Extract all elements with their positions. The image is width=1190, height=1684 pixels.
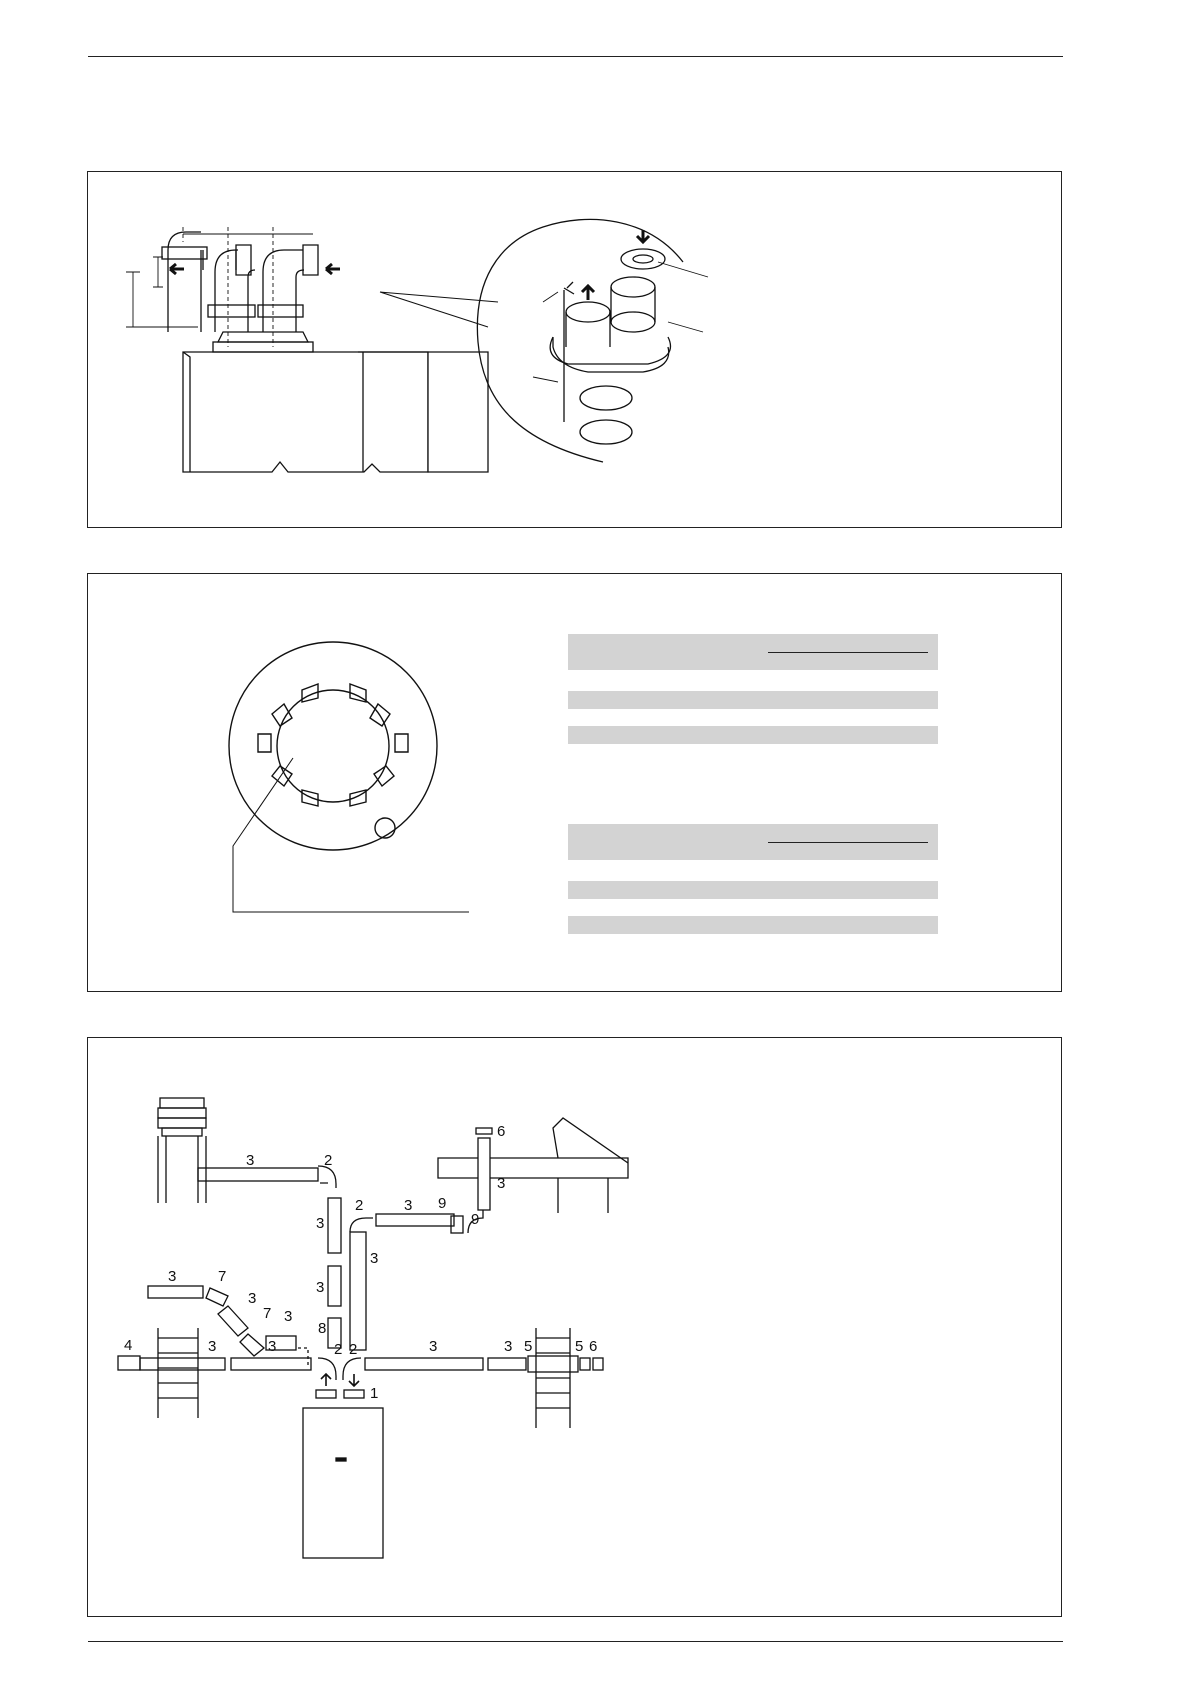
label-chimney-pipe: 3: [246, 1152, 255, 1169]
restrictor-tabs: [258, 684, 408, 806]
label-terminal-left: 4: [124, 1337, 133, 1354]
header-rule: [88, 56, 1063, 57]
footer-rule: [88, 1641, 1063, 1642]
label-terminal-right: 6: [589, 1338, 598, 1355]
pipe-upper-right: [376, 1214, 454, 1226]
label-right-long-pipe: 3: [429, 1338, 438, 1355]
label-offset-bend-1: 7: [218, 1268, 227, 1285]
pipe-vertical-b: [328, 1266, 341, 1306]
label-bottom-bend-left: 2: [334, 1341, 343, 1358]
flue-connection-drawing: [88, 172, 1063, 529]
label-offset-pipe-2: 3: [248, 1290, 257, 1307]
label-left-pipe-2: 3: [268, 1338, 277, 1355]
table2-header-rule: [768, 842, 928, 843]
label-offset-pipe: 3: [168, 1268, 177, 1285]
label-vent-joint: 9: [438, 1195, 447, 1212]
figure-panel-flue-connection: [87, 171, 1062, 528]
table1-header-rule: [768, 652, 928, 653]
label-vent-bend: 9: [471, 1211, 480, 1228]
label-offset-bend-2: 7: [263, 1305, 272, 1322]
adaptor-detail-illustration: [533, 230, 708, 444]
flue-system-drawing: [88, 1038, 1063, 1618]
pipe-vertical-long: [350, 1232, 366, 1350]
exhaust-arrow-icon: [170, 264, 184, 274]
label-roof-pipe: 3: [497, 1175, 506, 1192]
label-offset-pipe-3: 3: [284, 1308, 293, 1325]
label-vertical-b: 3: [316, 1279, 325, 1296]
label-upper-bend: 2: [324, 1152, 333, 1169]
label-bottom-bend-right: 2: [349, 1341, 358, 1358]
pipe-right-short: [488, 1358, 526, 1370]
boiler-casing-illustration: [183, 352, 488, 472]
boiler-unit-illustration: [303, 1408, 383, 1558]
pipe-offset-left: [148, 1286, 203, 1298]
pipe-top-left: [198, 1168, 318, 1181]
table2-row-2: [568, 916, 938, 934]
label-terminal-top: 6: [497, 1123, 506, 1140]
label-vertical-a: 3: [316, 1215, 325, 1232]
label-restrictor: 8: [318, 1320, 327, 1337]
label-right-short-pipe: 3: [504, 1338, 513, 1355]
pipe-right-long: [365, 1358, 483, 1370]
roof-illustration: [438, 1118, 628, 1213]
figure-panel-restrictor: [87, 573, 1062, 992]
label-vertical-c: 3: [370, 1250, 379, 1267]
flue-adaptor-illustration: [126, 227, 318, 352]
pipe-left-2: [231, 1358, 311, 1370]
pipe-vertical-a: [328, 1198, 341, 1253]
label-upper-right-pipe: 3: [404, 1197, 413, 1214]
label-wall-seal-left: 5: [524, 1338, 533, 1355]
label-adaptor: 1: [370, 1385, 379, 1402]
intake-arrow-icon: [326, 264, 340, 274]
detail-callout-outline: [477, 219, 683, 462]
table1-row-1: [568, 691, 938, 709]
label-left-wall-pipe: 3: [208, 1338, 217, 1355]
table1-row-2: [568, 726, 938, 744]
label-wall-seal-right: 5: [575, 1338, 584, 1355]
chimney-illustration: [158, 1098, 206, 1203]
table2-row-1: [568, 881, 938, 899]
figure-panel-flue-system: [87, 1037, 1062, 1617]
label-upper-middle-bend: 2: [355, 1197, 364, 1214]
